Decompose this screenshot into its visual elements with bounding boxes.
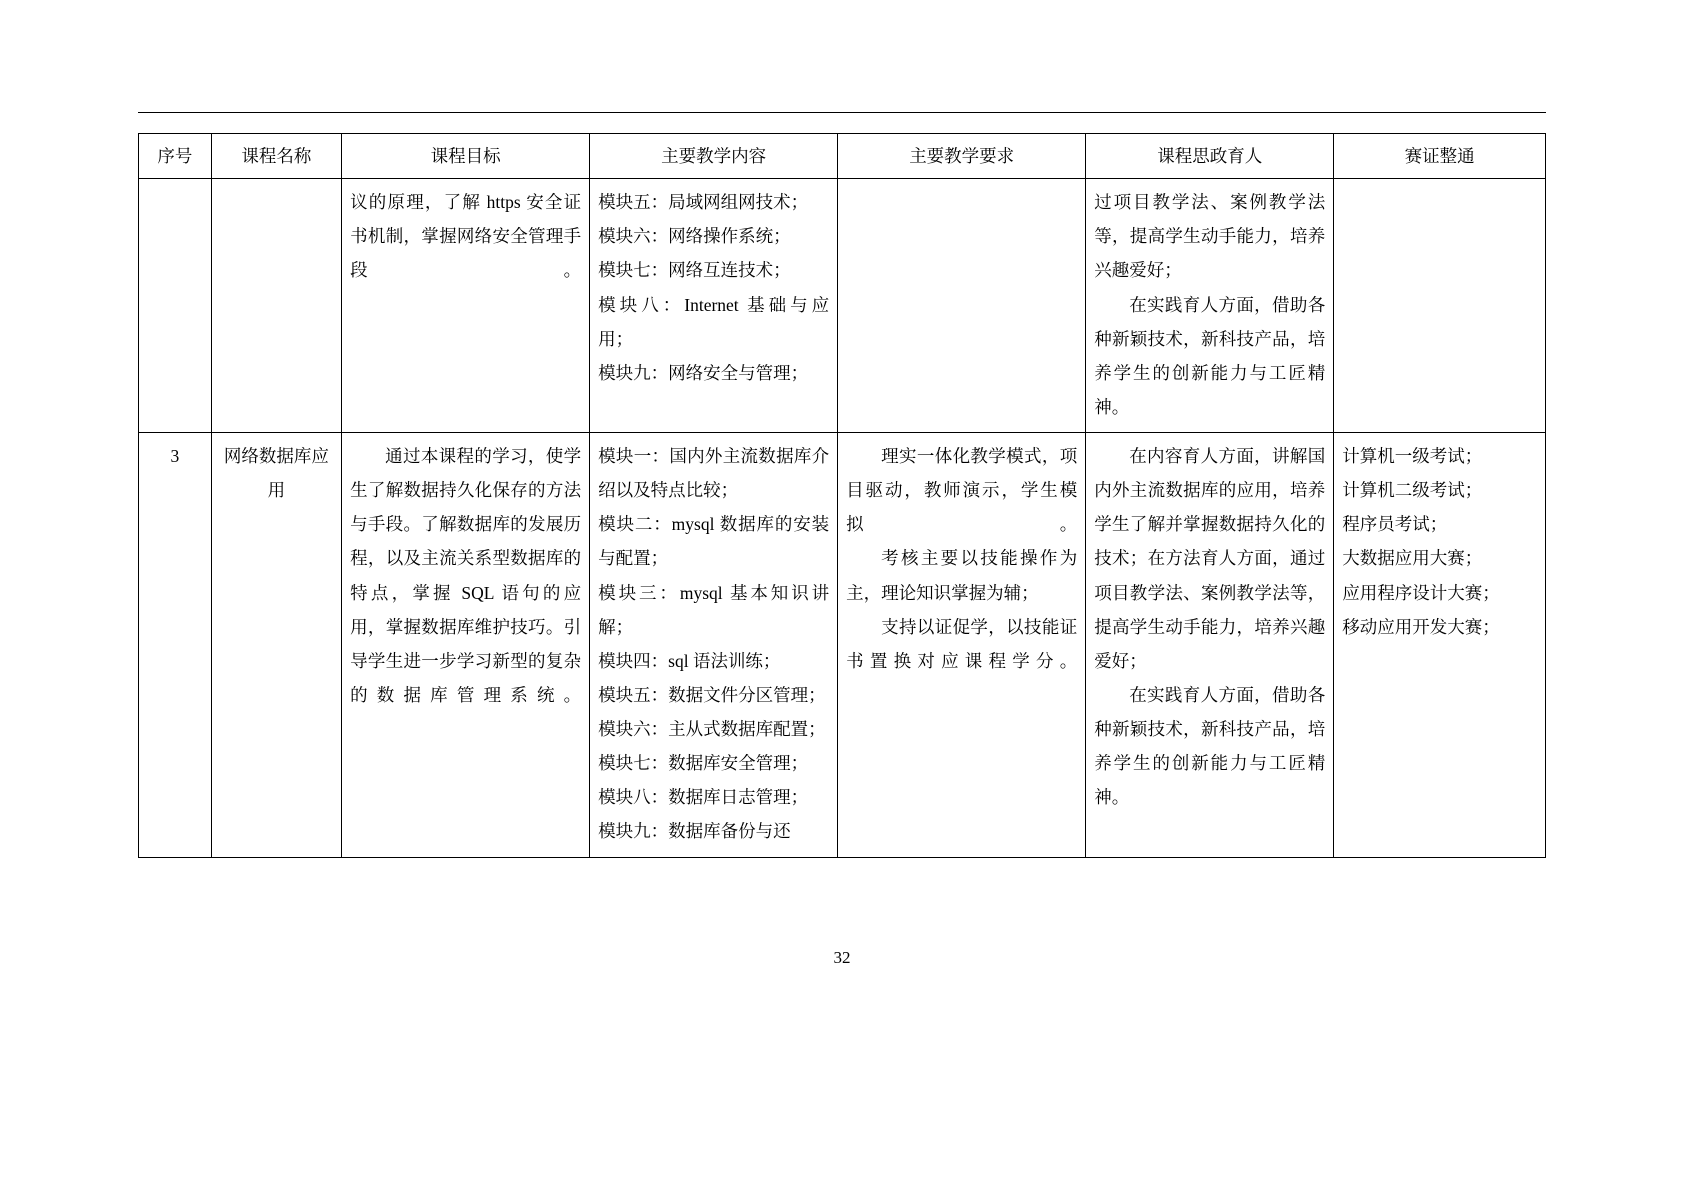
content-item: 模块八：Internet 基础与应用；: [598, 294, 830, 349]
content-item: 模块一：国内外主流数据库介绍以及特点比较；: [598, 446, 830, 501]
header-teaching-content: 主要教学内容: [590, 134, 838, 179]
content-item: 模块九：网络安全与管理；: [598, 362, 809, 383]
content-item: 模块七：数据库安全管理；: [598, 753, 809, 774]
content-item: 模块六：网络操作系统；: [598, 226, 791, 247]
cell-teaching-content: [590, 179, 838, 433]
cell-course-name: [211, 179, 341, 433]
page-number: 32: [833, 948, 851, 967]
header-certification: 赛证整通: [1334, 134, 1546, 179]
cell-certification: [1334, 433, 1546, 858]
header-course-name: 课程名称: [211, 134, 341, 179]
course-table: [138, 133, 1546, 858]
cell-ideological-education: [1086, 179, 1334, 433]
header-ideological-education: 课程思政育人: [1086, 134, 1334, 179]
requirement-paragraph: 考核主要以技能操作为主，理论知识掌握为辅；: [846, 548, 1078, 603]
ideology-paragraph: 在内容育人方面，讲解国内外主流数据库的应用，培养学生了解并掌握数据持久化的技术；在方法育人方面，通过项目教学法、案例教学法等，提高学生动手能力，培养兴趣爱好；: [1094, 446, 1326, 671]
certification-item: 应用程序设计大赛；: [1342, 582, 1500, 603]
certification-item: 计算机一级考试；: [1342, 446, 1483, 466]
content-item: 模块三：mysql 基本知识讲解；: [598, 582, 830, 637]
content-item: 模块七：网络互连技术；: [598, 260, 791, 281]
goal-paragraph: 通过本课程的学习，使学生了解数据持久化保存的方法与手段。了解数据库的发展历程，以及主流关系型数据库的特点，掌握 SQL 语句的应用，掌握数据库维护技巧。引导学生进一步学习新型的复杂的数据库管理系统。: [350, 446, 582, 705]
content-item: 模块四：sql 语法训练；: [598, 650, 781, 671]
cell-certification: [1334, 179, 1546, 433]
table-row: [139, 433, 1546, 858]
cell-seq: 3: [139, 433, 212, 858]
header-rule: [138, 112, 1546, 113]
content-item: 模块五：局域网组网技术；: [598, 192, 809, 213]
cell-teaching-requirement: [838, 433, 1086, 858]
cell-teaching-requirement: [838, 179, 1086, 433]
content-item: 模块九：数据库备份与还: [598, 821, 791, 842]
ideology-paragraph: 在实践育人方面，借助各种新颖技术，新科技产品，培养学生的创新能力与工匠精神。: [1094, 684, 1326, 808]
table-row: [139, 179, 1546, 433]
certification-item: 移动应用开发大赛；: [1342, 616, 1500, 637]
cell-ideological-education: [1086, 433, 1334, 858]
ideology-paragraph: 过项目教学法、案例教学法等，提高学生动手能力，培养兴趣爱好；: [1094, 192, 1326, 281]
table-header-row: [139, 134, 1546, 179]
cell-teaching-content: [590, 433, 838, 858]
certification-item: 程序员考试；: [1342, 514, 1448, 535]
content-item: 模块八：数据库日志管理；: [598, 787, 809, 808]
content-item: 模块二：mysql 数据库的安装与配置；: [598, 514, 830, 569]
cell-course-goal: [342, 179, 590, 433]
content-item: 模块五：数据文件分区管理；: [598, 684, 826, 705]
header-teaching-requirement: 主要教学要求: [838, 134, 1086, 179]
goal-paragraph: 议的原理，了解 https 安全证书机制，掌握网络安全管理手段。: [350, 192, 582, 281]
cell-seq: [139, 179, 212, 433]
certification-item: 计算机二级考试；: [1342, 480, 1483, 501]
requirement-paragraph: 支持以证促学，以技能证书置换对应课程学分。: [846, 616, 1078, 671]
cell-course-name: 网络数据库应用: [211, 433, 341, 858]
ideology-paragraph: 在实践育人方面，借助各种新颖技术，新科技产品，培养学生的创新能力与工匠精神。: [1094, 294, 1326, 417]
header-seq: 序号: [139, 134, 212, 179]
course-table-container: [138, 133, 1546, 858]
cell-course-goal: [342, 433, 590, 858]
certification-item: 大数据应用大赛；: [1342, 548, 1483, 569]
content-item: 模块六：主从式数据库配置；: [598, 719, 826, 739]
requirement-paragraph: 理实一体化教学模式，项目驱动，教师演示，学生模拟。: [846, 446, 1078, 535]
header-course-goal: 课程目标: [342, 134, 590, 179]
